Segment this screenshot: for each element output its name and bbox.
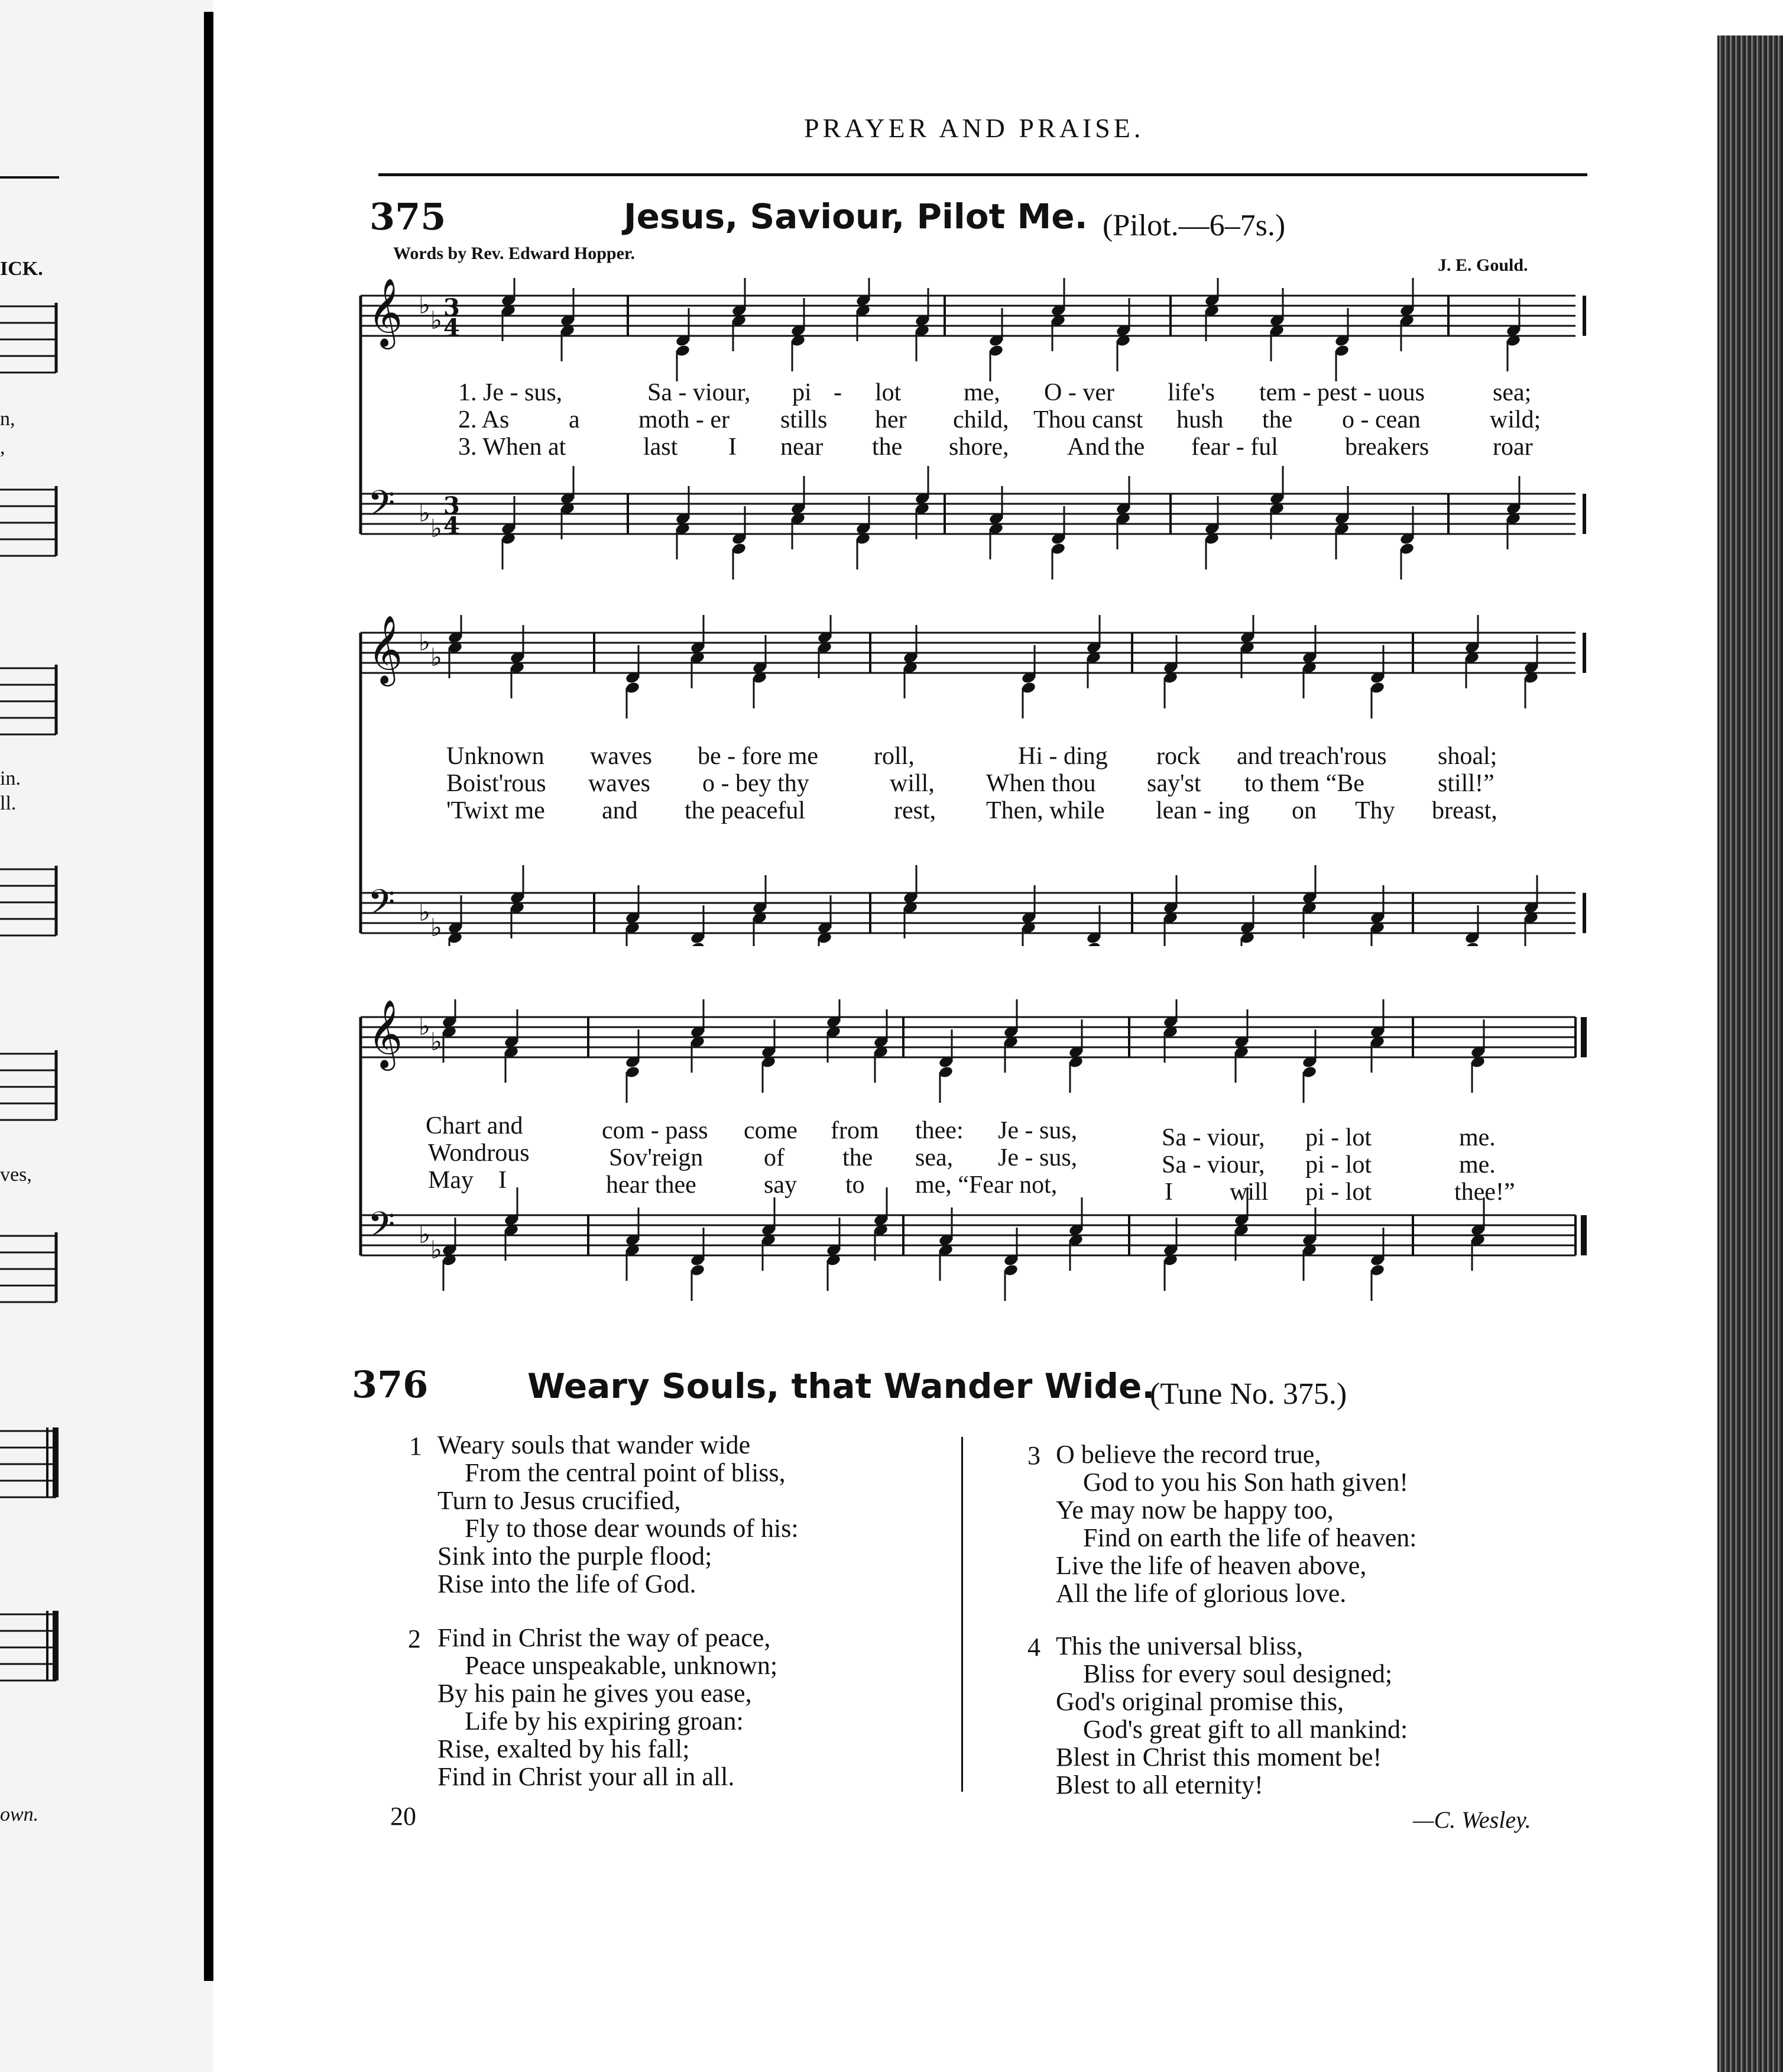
lyric-syllable: Sa - viour,	[1162, 1151, 1265, 1179]
flat-sign-icon: ♭	[430, 514, 442, 543]
verse-line: Rise into the life of God.	[437, 1569, 696, 1598]
lyric-syllable: Unknown	[446, 743, 544, 770]
lyric-syllable: 1. Je - sus,	[458, 379, 563, 406]
flat-sign-icon: ♭	[419, 1220, 430, 1249]
hymn-number: 375	[369, 195, 446, 238]
lyric-syllable: sea,	[915, 1144, 954, 1171]
lyric-syllable: Wondrous	[428, 1139, 530, 1167]
verse-line: God's original promise this,	[1056, 1687, 1344, 1716]
verse-line: Find in Christ your all in all.	[437, 1762, 735, 1791]
lyric-syllable: breakers	[1345, 433, 1429, 461]
lyric-syllable: rock	[1156, 743, 1201, 770]
lyric-syllable: her	[875, 406, 907, 433]
lyric-syllable: Je - sus,	[998, 1144, 1078, 1171]
flat-sign-icon: ♭	[430, 1235, 442, 1264]
lyric-syllable: hush	[1176, 406, 1224, 433]
lyric-syllable: Chart and	[426, 1112, 523, 1139]
lyric-syllable: the	[842, 1144, 873, 1171]
lyric-syllable: -	[834, 379, 842, 406]
verse-line: O believe the record true,	[1056, 1440, 1321, 1469]
music-notation	[355, 999, 1590, 1330]
verse-line: God to you his Son hath given!	[1083, 1468, 1408, 1497]
lyric-syllable: still!”	[1438, 770, 1495, 797]
lyric-syllable: com - pass	[602, 1117, 708, 1144]
lyric-syllable: stills	[780, 406, 828, 433]
lyric-syllable: shore,	[949, 433, 1009, 461]
lyric-syllable: and	[602, 797, 638, 824]
flat-sign-icon: ♭	[430, 643, 442, 672]
lyric-syllable: 2. As	[458, 406, 510, 433]
lyric-syllable: from	[831, 1117, 879, 1144]
lyric-syllable: life's	[1168, 379, 1215, 406]
lyric-syllable: rest,	[894, 797, 936, 824]
lyric-syllable: thee:	[915, 1117, 964, 1144]
lyric-syllable: me,	[964, 379, 1000, 406]
left-page-fragment: ,	[0, 436, 5, 458]
lyric-syllable: the	[872, 433, 903, 461]
verse-line: Rise, exalted by his fall;	[437, 1734, 690, 1763]
lyric-syllable: pi - lot	[1305, 1179, 1372, 1206]
verse-2	[437, 1624, 777, 1791]
lyric-syllable: lean - ing	[1156, 797, 1250, 824]
treble-clef-icon: 𝄞	[368, 278, 403, 347]
lyric-syllable: the	[1262, 406, 1293, 433]
lyric-syllable: Then, while	[986, 797, 1105, 824]
lyric-syllable: I	[498, 1167, 507, 1194]
time-signature: 4	[443, 512, 460, 540]
lyric-syllable: say	[764, 1171, 797, 1199]
time-signature: 4	[443, 314, 460, 342]
lyric-syllable: come	[744, 1117, 798, 1144]
lyric-syllable: roll,	[874, 743, 915, 770]
verse-line: Sink into the purple flood;	[437, 1542, 712, 1571]
lyric-syllable: me.	[1459, 1124, 1496, 1151]
lyric-syllable: the peaceful	[685, 797, 806, 824]
lyric-syllable: Thou canst	[1033, 406, 1143, 433]
lyric-syllable: child,	[953, 406, 1009, 433]
lyric-syllable: And	[1067, 433, 1110, 461]
left-page-fragment: n,	[0, 408, 15, 430]
verse-number: 4	[1027, 1633, 1040, 1662]
flat-sign-icon: ♭	[430, 913, 442, 942]
tune-info: (Pilot.—6–7s.)	[1103, 209, 1286, 242]
lyric-syllable: Hi - ding	[1018, 743, 1108, 770]
bass-clef-icon: 𝄢	[368, 1204, 395, 1254]
lyric-syllable: wild;	[1490, 406, 1541, 433]
left-page-fragment: ves,	[0, 1164, 32, 1186]
time-signature: 3	[443, 492, 460, 520]
lyric-syllable: 'Twixt me	[446, 797, 545, 824]
time-signature: 3	[443, 294, 460, 322]
verse-line: Fly to those dear wounds of his:	[465, 1514, 799, 1543]
verse-4	[1056, 1632, 1408, 1799]
verse-3	[1056, 1440, 1416, 1607]
lyric-syllable: o - cean	[1342, 406, 1421, 433]
verse-line: All the life of glorious love.	[1056, 1579, 1347, 1608]
flat-sign-icon: ♭	[419, 898, 430, 927]
lyric-syllable: May	[428, 1167, 474, 1194]
lyric-syllable: to them “Be	[1244, 770, 1364, 797]
verse-line: Find in Christ the way of peace,	[437, 1623, 771, 1652]
lyric-syllable: me, “Fear not,	[915, 1171, 1058, 1199]
column-divider	[961, 1437, 963, 1792]
lyric-syllable: roar	[1493, 433, 1533, 461]
page-number: 20	[390, 1802, 416, 1831]
lyric-syllable: a	[569, 406, 580, 433]
verse-line: God's great gift to all mankind:	[1083, 1715, 1408, 1744]
lyric-syllable: thee!”	[1454, 1179, 1515, 1206]
verse-line: By his pain he gives you ease,	[437, 1679, 752, 1708]
lyric-syllable: pi - lot	[1305, 1151, 1372, 1179]
treble-clef-icon: 𝄞	[368, 999, 403, 1068]
left-page-fragment: own.	[0, 1804, 39, 1825]
left-page-fragment: ll.	[0, 792, 17, 814]
verse-line: Live the life of heaven above,	[1056, 1551, 1367, 1580]
flat-sign-icon: ♭	[419, 290, 430, 319]
verse-number: 1	[409, 1432, 422, 1461]
hymn-number: 376	[352, 1363, 429, 1406]
lyric-syllable: and treach'rous	[1237, 743, 1387, 770]
hymn-title: Weary Souls, that Wander Wide.	[527, 1366, 1155, 1406]
hymn-title: Jesus, Saviour, Pilot Me.	[624, 196, 1088, 237]
verse-line: Peace unspeakable, unknown;	[465, 1651, 778, 1680]
lyric-syllable: fear - ful	[1191, 433, 1278, 461]
author-signature: —C. Wesley.	[1413, 1806, 1531, 1833]
bass-clef-icon: 𝄢	[368, 483, 395, 532]
lyric-syllable: waves	[588, 770, 650, 797]
lyric-syllable: hear thee	[606, 1171, 696, 1199]
running-head: PRAYER AND PRAISE.	[804, 113, 1145, 143]
bass-clef-icon: 𝄢	[368, 882, 395, 931]
lyric-syllable: on	[1292, 797, 1317, 824]
verse-line: Ye may now be happy too,	[1056, 1495, 1334, 1524]
lyric-syllable: Sa - viour,	[1162, 1124, 1265, 1151]
lyric-syllable: pi	[792, 379, 812, 406]
lyric-syllable: of	[764, 1144, 784, 1171]
lyric-syllable: sea;	[1493, 379, 1532, 406]
treble-clef-icon: 𝄞	[368, 615, 403, 684]
music-system-3	[355, 999, 1590, 1330]
flat-sign-icon: ♭	[430, 306, 442, 335]
composer-credit: J. E. Gould.	[1438, 255, 1528, 275]
lyric-syllable: will	[1230, 1179, 1269, 1206]
lyric-syllable: When thou	[986, 770, 1096, 797]
left-page-fragment: ICK.	[0, 258, 43, 280]
lyric-syllable: Sa - viour,	[647, 379, 751, 406]
verse-number: 3	[1027, 1441, 1040, 1470]
lyric-syllable: the	[1114, 433, 1145, 461]
verse-line: Weary souls that wander wide	[437, 1430, 751, 1459]
verse-line: Find on earth the life of heaven:	[1083, 1523, 1417, 1552]
flat-sign-icon: ♭	[419, 627, 430, 656]
lyric-syllable: moth - er	[638, 406, 730, 433]
lyric-syllable: O - ver	[1044, 379, 1114, 406]
header-rule	[378, 173, 1587, 176]
lyric-syllable: breast,	[1432, 797, 1497, 824]
lyric-syllable: tem - pest - uous	[1259, 379, 1425, 406]
lyric-syllable: I	[728, 433, 737, 461]
left-page-staff-fragments	[0, 0, 204, 2011]
lyric-syllable: shoal;	[1438, 743, 1497, 770]
lyric-syllable: o - bey thy	[702, 770, 809, 797]
flat-sign-icon: ♭	[419, 498, 430, 527]
verse-line: Blest to all eternity!	[1056, 1770, 1263, 1799]
lyric-syllable: I	[1165, 1179, 1173, 1206]
flat-sign-icon: ♭	[430, 1027, 442, 1056]
verse-line: Life by his expiring groan:	[465, 1707, 744, 1736]
lyric-syllable: 3. When at	[458, 433, 566, 461]
lyric-syllable: Thy	[1355, 797, 1395, 824]
lyric-syllable: me.	[1459, 1151, 1496, 1179]
lyric-syllable: Je - sus,	[998, 1117, 1078, 1144]
left-page-fragment: in.	[0, 768, 21, 789]
lyric-syllable: waves	[590, 743, 652, 770]
page-edges	[1717, 35, 1783, 2072]
lyric-syllable: last	[643, 433, 678, 461]
words-credit: Words by Rev. Edward Hopper.	[393, 244, 635, 263]
lyric-syllable: say'st	[1147, 770, 1201, 797]
book-spine-gutter	[204, 12, 213, 1981]
lyric-syllable: be - fore me	[698, 743, 819, 770]
lyric-syllable: pi - lot	[1305, 1124, 1372, 1151]
lyric-syllable: lot	[875, 379, 902, 406]
lyric-syllable: Boist'rous	[446, 770, 546, 797]
lyric-syllable: Sov'reign	[609, 1144, 704, 1171]
lyric-syllable: near	[780, 433, 824, 461]
lyric-syllable: will,	[890, 770, 935, 797]
verse-line: Turn to Jesus crucified,	[437, 1486, 681, 1515]
verse-line: From the central point of bliss,	[465, 1458, 786, 1487]
lyric-syllable: to	[845, 1171, 865, 1199]
verse-line: This the universal bliss,	[1056, 1631, 1303, 1660]
verse-number: 2	[408, 1624, 421, 1653]
flat-sign-icon: ♭	[419, 1012, 430, 1041]
verse-1	[437, 1431, 799, 1598]
verse-line: Bliss for every soul designed;	[1083, 1659, 1393, 1688]
verse-line: Blest in Christ this moment be!	[1056, 1743, 1382, 1772]
tune-info: (Tune No. 375.)	[1150, 1377, 1347, 1411]
